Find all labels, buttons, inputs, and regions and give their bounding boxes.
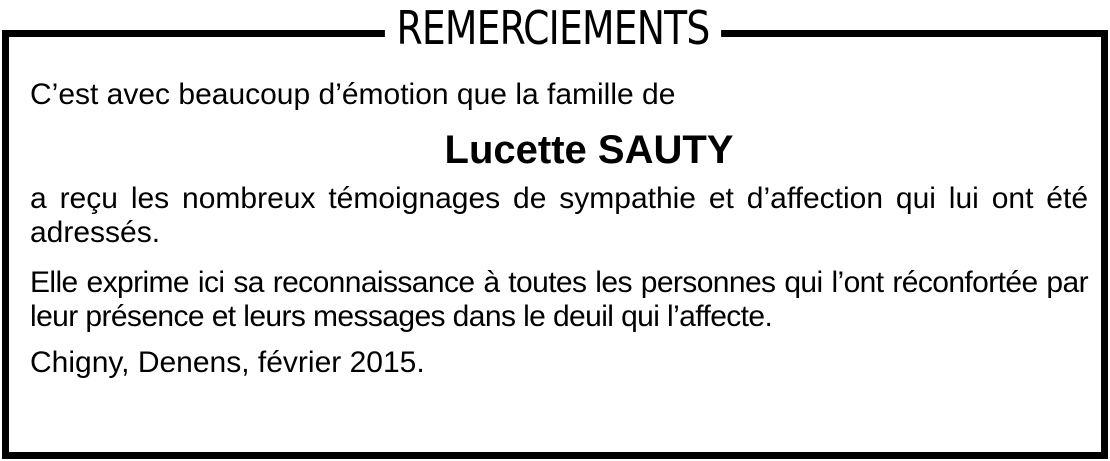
deceased-name: Lucette SAUTY xyxy=(444,128,734,172)
notice-body xyxy=(30,78,1088,380)
signature-line: Chigny, Denens, février 2015. xyxy=(30,346,425,379)
notice-title: REMERCIEMENTS xyxy=(385,0,721,56)
paragraph-thanks: a reçu les nombreux témoignages de sympathie et d’affection qui lui ont été adressés. xyxy=(30,182,1088,249)
intro-text: C’est avec beaucoup d’émotion que la famille de xyxy=(30,78,676,111)
paragraph-gratitude: Elle exprime ici sa reconnaissance à toutes les personnes qui l’ont réconfortée par leur présence et leurs messages dans le deuil qui l’affecte. xyxy=(30,266,1088,333)
